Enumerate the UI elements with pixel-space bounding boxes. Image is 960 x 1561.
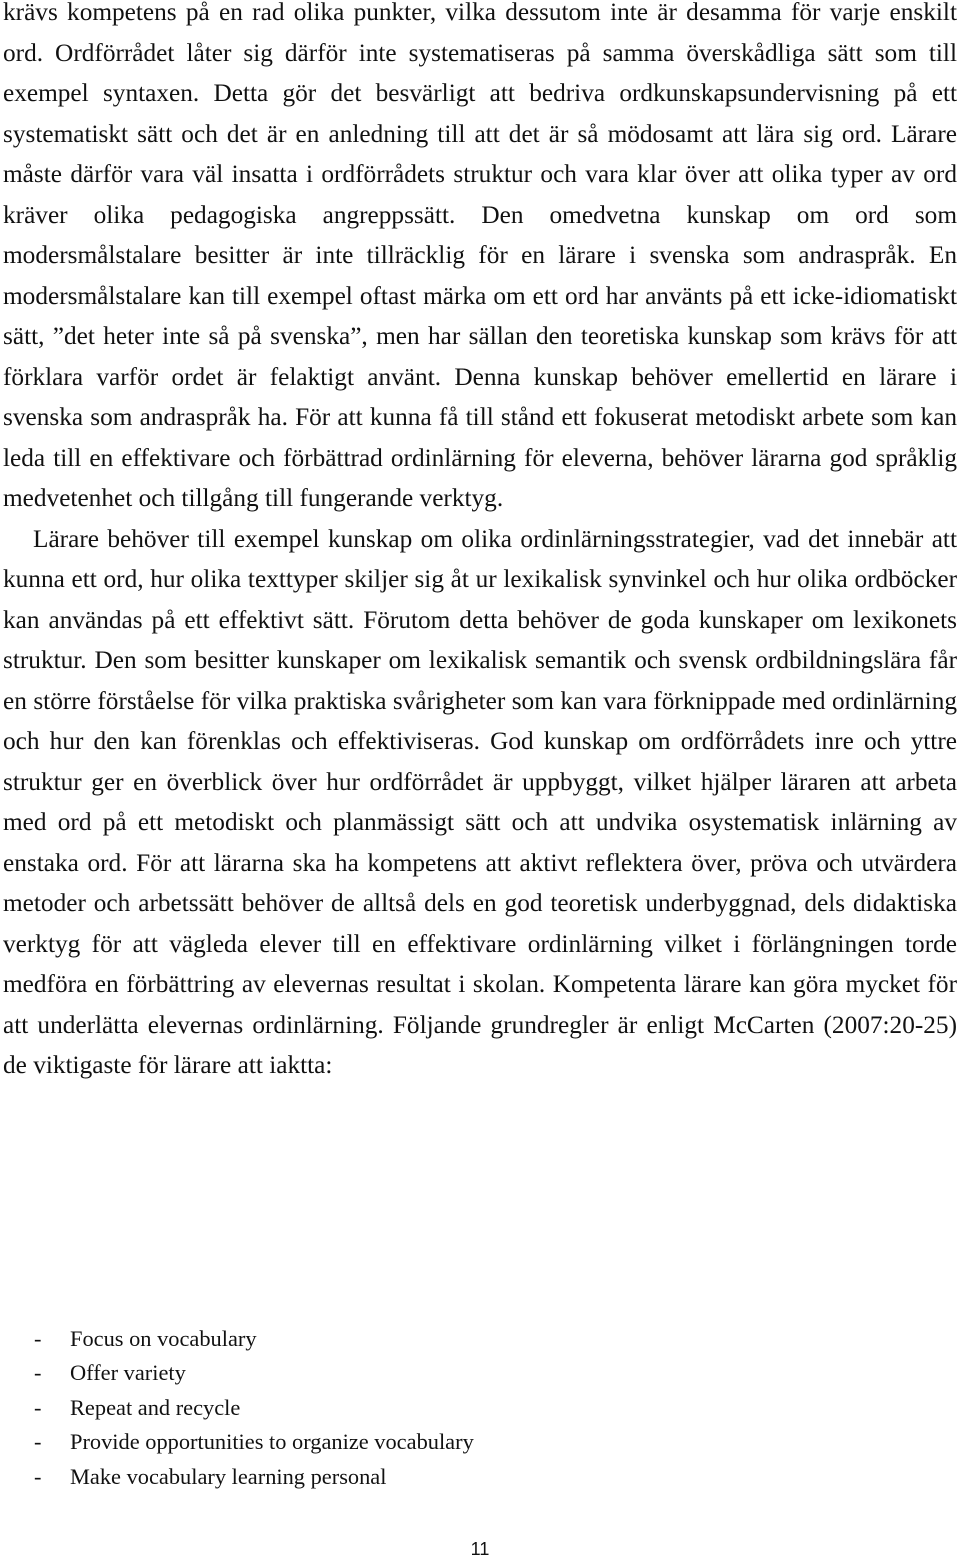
- list-item-text: Make vocabulary learning personal: [70, 1463, 387, 1489]
- list-item-text: Offer variety: [70, 1360, 186, 1386]
- list-dash: -: [34, 1394, 42, 1420]
- list-item: [34, 1322, 474, 1356]
- body-text: [3, 0, 957, 1086]
- list-item-text: Focus on vocabulary: [70, 1326, 257, 1351]
- list-item: [34, 1425, 474, 1459]
- list-item: [34, 1391, 474, 1425]
- paragraph-continued: krävs kompetens på en rad olika punkter, vilka dessutom inte är desamma för varje enskilt ord. Ordförrådet låter sig därför inte systematiseras på samma överskådliga sätt som till exempel syntaxen. Detta gör det besvärligt att bedriva ordkunskapsundervisning på ett systematiskt sätt och det är en anledning till att det är så mödosamt att lära sig ord. Lärare måste därför vara väl insatta i ordförrådets struktur och vara klar över att olika typer av ord kräver olika pedagogiska angreppssätt. Den omedvetna kunskap om ord som modersmålstalare besitter är inte tillräcklig för en lärare i svenska som andraspråk. En modersmålstalare kan till exempel oftast märka om ett ord har använts på ett icke-idiomatiskt sätt, ”det heter inte så på svenska”, men har sällan den teoretiska kunskap som krävs för att förklara varför ordet är felaktigt använt. Denna kunskap behöver emellertid en lärare i svenska som andraspråk ha. För att kunna få till stånd ett fokuserat metodiskt arbete som kan leda till en effektivare och förbättrad ordinlärning för eleverna, behöver lärarna god språklig medvetenhet och tillgång till fungerande verktyg.: [3, 0, 957, 512]
- list-item: [34, 1460, 474, 1494]
- list-item: [34, 1356, 474, 1390]
- list-dash: -: [34, 1360, 42, 1386]
- list-item-text: Provide opportunities to organize vocabulary: [70, 1429, 474, 1455]
- page-number: 11: [470, 1539, 490, 1559]
- list-dash: -: [34, 1429, 42, 1455]
- list-item-text: Repeat and recycle: [70, 1394, 241, 1420]
- paragraph-teacher-knowledge: Lärare behöver till exempel kunskap om olika ordinlärningsstrategier, vad det innebär att kunna ett ord, hur olika texttyper skiljer sig åt ur lexikalisk synvinkel och hur olika ordböcker kan användas på ett effektivt sätt. Förutom detta behöver de goda kunskaper om lexikonets struktur. Den som besitter kunskaper om lexikalisk semantik och svensk ordbildningslära får en större förståelse för vilka praktiska svårigheter som kan vara förknippade med ordinlärning och hur den kan förenklas och effektiviseras. God kunskap om ordförrådets inre och yttre struktur ger en överblick över hur ordförrådet är uppbyggt, vilket hjälper läraren att arbeta med ord på ett metodiskt och planmässigt sätt och att undvika osystematisk inlärning av enstaka ord. För att lärarna ska ha kompetens att aktivt reflektera över, pröva och utvärdera metoder och arbetssätt behöver de alltså dels en god teoretisk underbyggnad, dels didaktiska verktyg för att vägleda elever till en effektivare ordinlärning vilket i förlängningen torde medföra en förbättring av elevernas resultat i skolan. Kompetenta lärare kan göra mycket för att underlätta elevernas ordinlärning. Följande grundregler är enligt McCarten (2007:20-25) de viktigaste för lärare att iaktta:: [3, 524, 957, 1079]
- list-dash: -: [34, 1326, 42, 1351]
- guideline-list: [34, 1322, 474, 1494]
- list-dash: -: [34, 1463, 42, 1489]
